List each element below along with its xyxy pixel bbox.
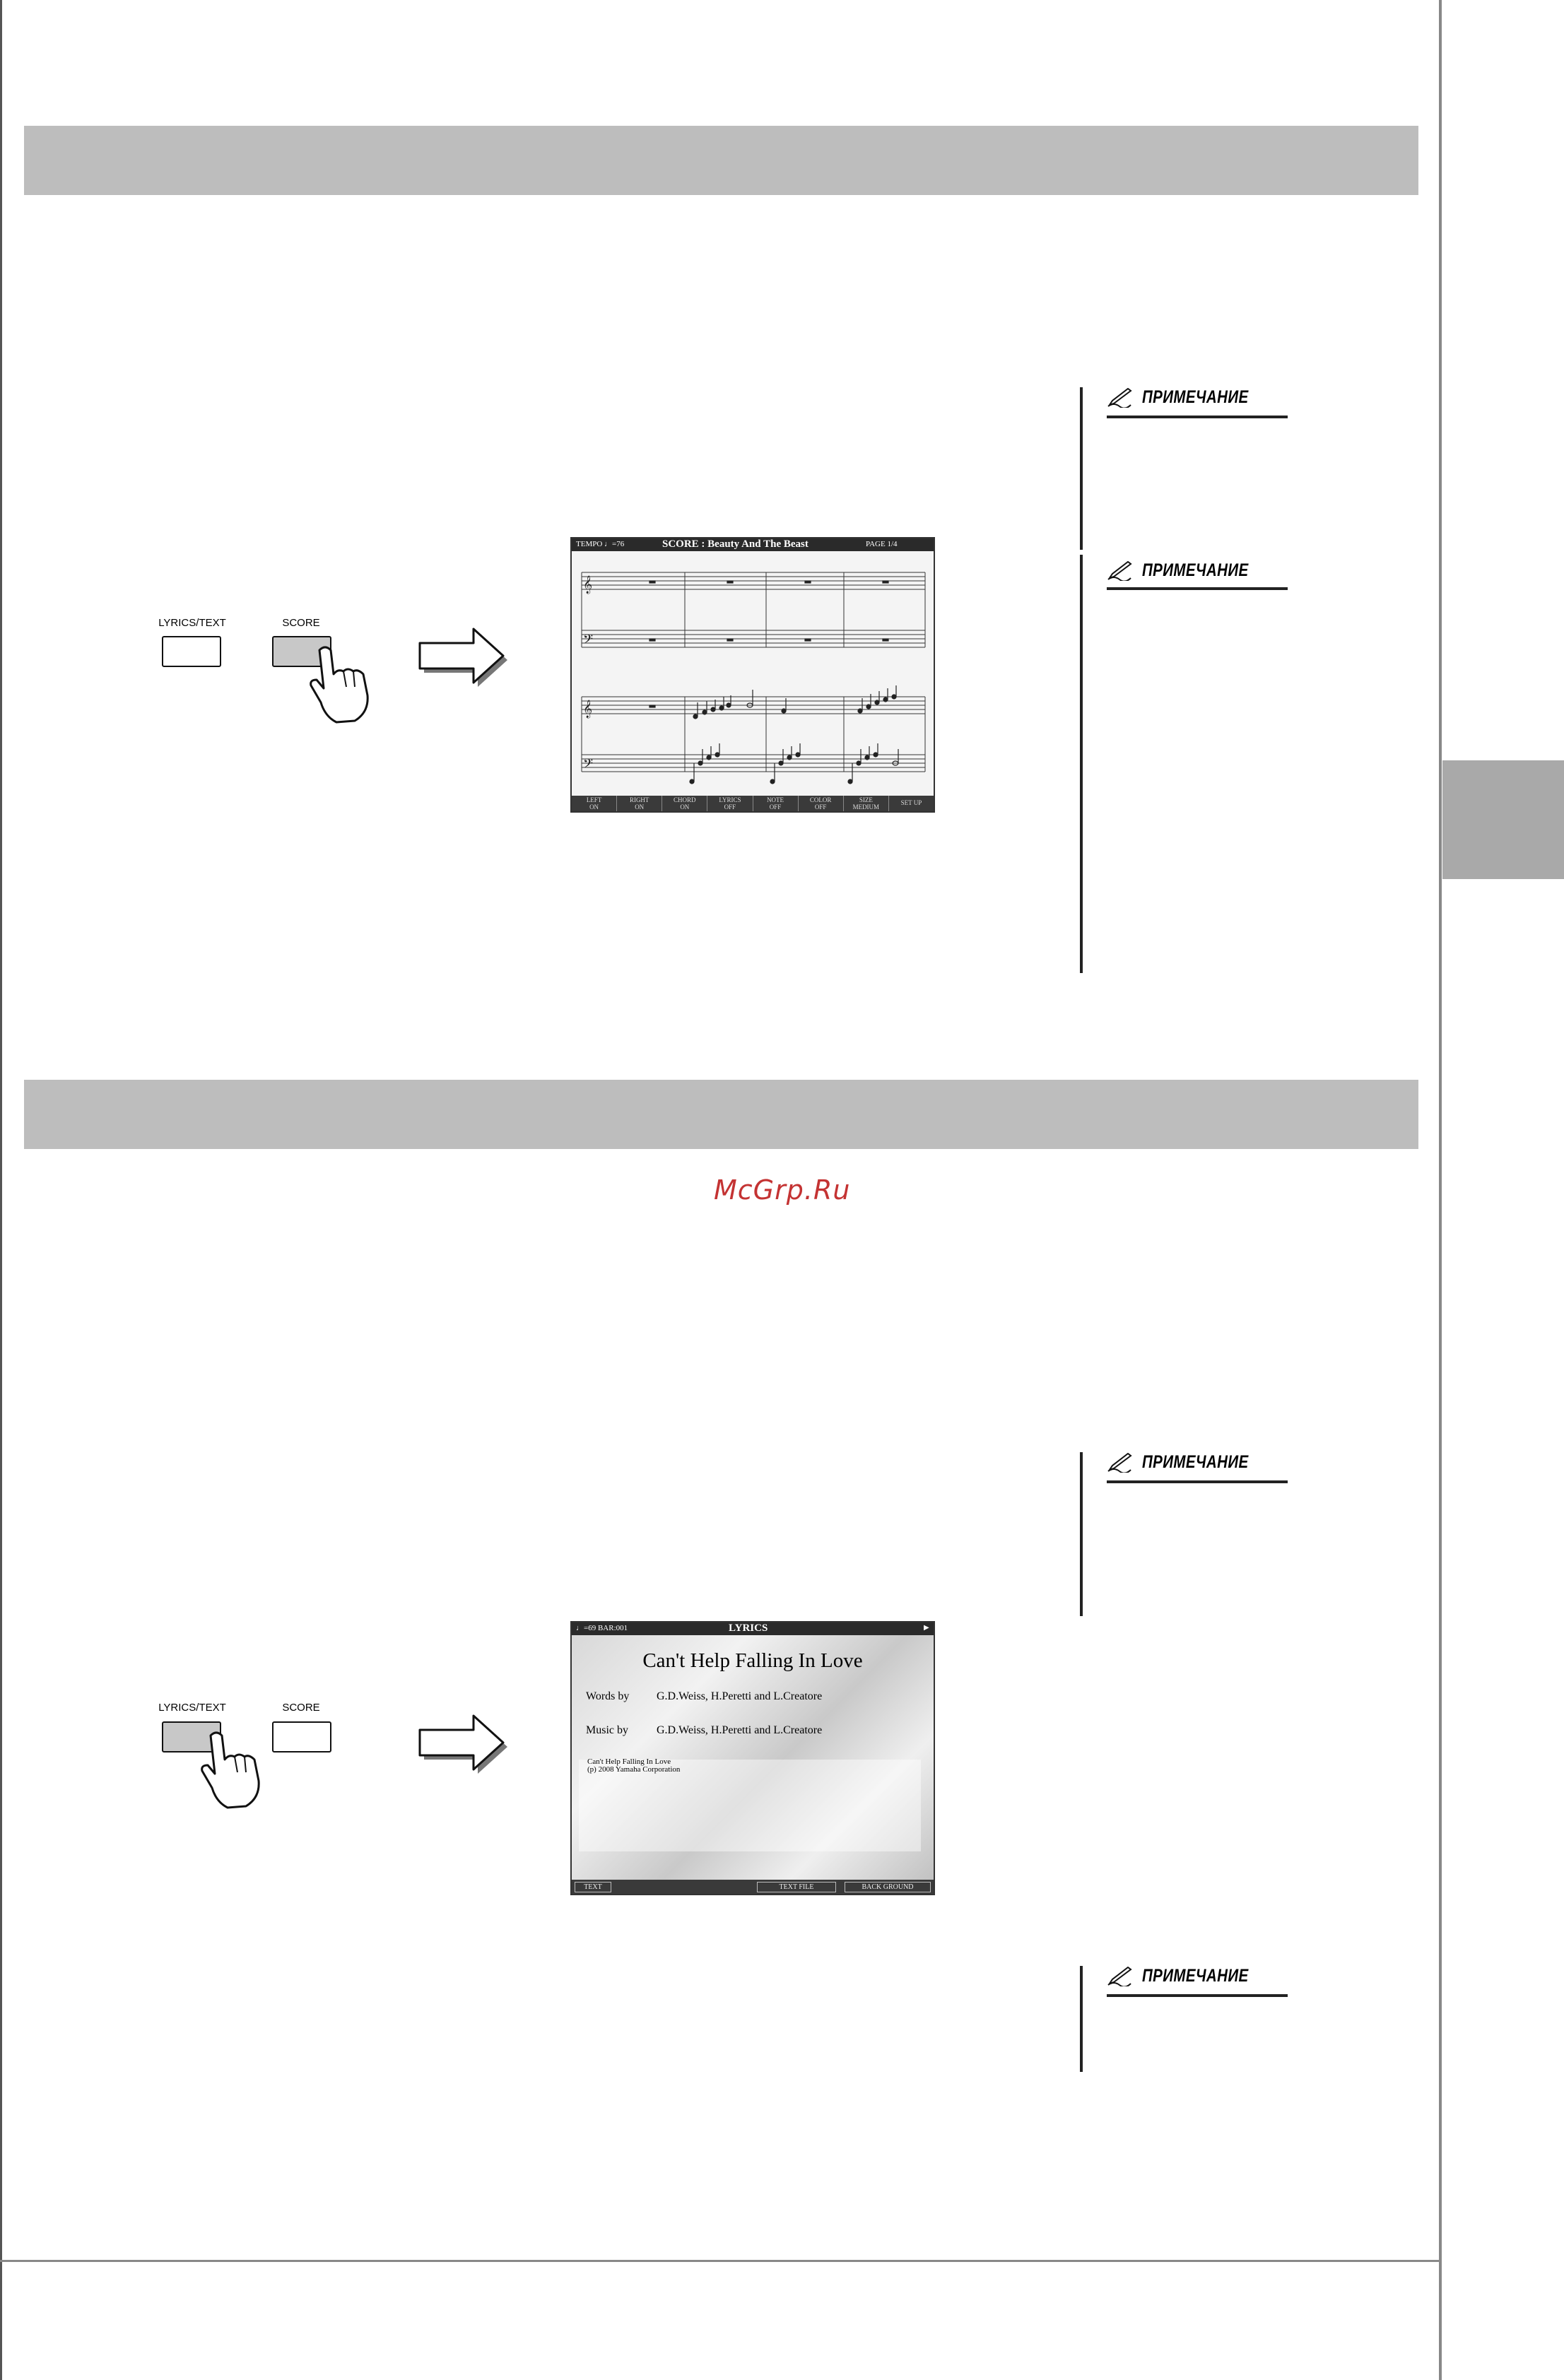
note-header xyxy=(1107,1452,1272,1473)
panel-label-score: SCORE xyxy=(282,1702,320,1714)
text-line-1: Can't Help Falling In Love xyxy=(587,1757,671,1766)
score-button[interactable] xyxy=(272,1721,331,1752)
background-key[interactable]: BACK GROUND xyxy=(845,1882,931,1892)
svg-text:𝄞: 𝄞 xyxy=(583,575,593,593)
lyrics-display-screen xyxy=(570,1621,935,1895)
softkey-right[interactable]: RIGHT ON xyxy=(616,796,662,811)
music-staff-area xyxy=(572,551,934,797)
staff-system-2 xyxy=(582,697,925,772)
words-by-value: G.D.Weiss, H.Peretti and L.Creatore xyxy=(657,1690,823,1702)
softkey-lyrics[interactable]: LYRICS OFF xyxy=(707,796,752,811)
song-title: Can't Help Falling In Love xyxy=(642,1649,863,1672)
note-rule xyxy=(1080,1966,1083,2072)
score-softkey-row xyxy=(572,796,934,811)
section-header-score xyxy=(24,126,1418,195)
lyrics-title: LYRICS xyxy=(729,1622,768,1634)
text-line-2: (p) 2008 Yamaha Corporation xyxy=(587,1765,681,1774)
lyrics-title-bar xyxy=(572,1622,934,1635)
play-triangle-icon: ▶ xyxy=(924,1624,929,1632)
lyrics-softkey-row xyxy=(572,1880,934,1894)
music-by-value: G.D.Weiss, H.Peretti and L.Creatore xyxy=(657,1724,823,1736)
note-rule xyxy=(1080,555,1083,973)
words-by-label: Words by xyxy=(586,1690,630,1702)
watermark: McGrp.Ru xyxy=(714,1174,851,1206)
panel-label-lyrics-text: LYRICS/TEXT xyxy=(158,1702,226,1714)
tempo-readout: TEMPO ♩=76 xyxy=(576,540,625,548)
footer-rule xyxy=(0,2260,1440,2262)
page-indicator: PAGE 1/4 xyxy=(866,540,898,548)
lyrics-text-button[interactable] xyxy=(162,636,221,667)
score-display-screen xyxy=(570,537,935,813)
note-underline xyxy=(1107,416,1288,418)
note-header xyxy=(1107,1966,1272,1986)
panel-label-lyrics-text: LYRICS/TEXT xyxy=(158,617,226,629)
softkey-left[interactable]: LEFT ON xyxy=(586,796,602,811)
note-label: ПРИМЕЧАНИЕ xyxy=(1142,560,1249,580)
pen-note-icon xyxy=(1107,1453,1135,1473)
score-title-bar xyxy=(572,538,934,551)
chapter-side-tab xyxy=(1442,760,1564,879)
note-label: ПРИМЕЧАНИЕ xyxy=(1142,1452,1249,1472)
staff-system-1 xyxy=(582,572,925,647)
note-header xyxy=(1107,560,1272,581)
svg-text:𝄞: 𝄞 xyxy=(583,700,593,717)
pen-note-icon xyxy=(1107,1967,1135,1986)
pressing-hand-icon xyxy=(304,643,382,728)
pen-note-icon xyxy=(1107,388,1135,408)
note-label: ПРИМЕЧАНИЕ xyxy=(1142,1966,1249,1986)
right-arrow-icon xyxy=(417,623,516,691)
note-header xyxy=(1107,387,1272,408)
score-title: SCORE : Beauty And The Beast xyxy=(662,538,809,550)
svg-text:𝄢: 𝄢 xyxy=(583,756,594,774)
note-rule xyxy=(1080,1452,1083,1616)
note-underline xyxy=(1107,1994,1288,1997)
softkey-chord[interactable]: CHORD ON xyxy=(662,796,707,811)
svg-text:𝄢: 𝄢 xyxy=(583,632,594,649)
note-underline xyxy=(1107,1480,1288,1483)
softkey-setup[interactable]: SET UP xyxy=(888,796,934,811)
panel-label-score: SCORE xyxy=(282,617,320,629)
text-panel xyxy=(579,1757,921,1851)
music-by-label: Music by xyxy=(586,1724,628,1736)
text-file-key[interactable]: TEXT FILE xyxy=(757,1882,836,1892)
section-header-lyrics xyxy=(24,1080,1418,1149)
softkey-note[interactable]: NOTE OFF xyxy=(753,796,798,811)
pen-note-icon xyxy=(1107,561,1135,581)
page-border-right xyxy=(1439,0,1442,2380)
tempo-bar-readout: ♩=69 BAR:001 xyxy=(576,1624,628,1632)
note-rule xyxy=(1080,387,1083,550)
pressing-hand-icon xyxy=(195,1728,273,1813)
softkey-color[interactable]: COLOR OFF xyxy=(798,796,843,811)
softkey-size[interactable]: SIZE MEDIUM xyxy=(843,796,888,811)
right-arrow-icon xyxy=(417,1710,516,1778)
page-border-left xyxy=(0,0,2,2380)
text-key[interactable]: TEXT xyxy=(575,1882,611,1892)
note-underline xyxy=(1107,587,1288,590)
note-label: ПРИМЕЧАНИЕ xyxy=(1142,387,1249,407)
